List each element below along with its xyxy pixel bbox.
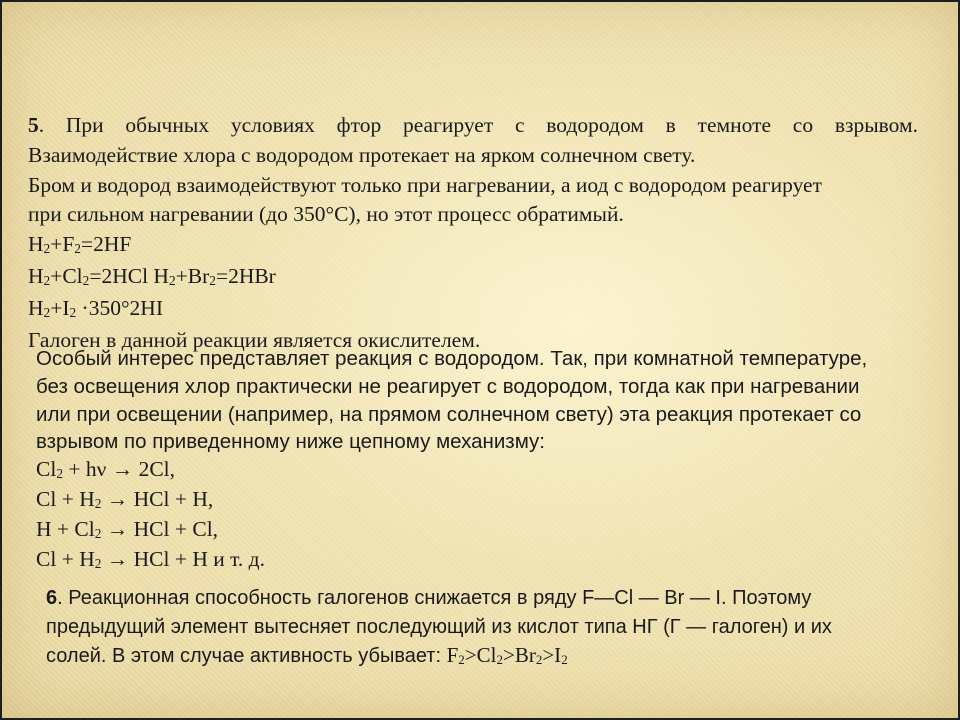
item-number: 5	[28, 113, 39, 137]
line-text: . При обычных условиях фтор реагирует с водородом в темноте со взрывом.	[38, 113, 918, 137]
paragraph-line: Особый интерес представляет реакция с водородом. Так, при комнатной температуре,	[36, 347, 868, 370]
text-block-chain-mechanism	[36, 345, 926, 575]
equation-h2-cl2-br2: H2+Cl2=2HCl H2+Br2=2HBr	[28, 263, 276, 288]
reaction-step-3: H + Cl2 → HCl + Cl,	[36, 516, 219, 541]
halogen-series: F2>Cl2>Br2>I2	[446, 643, 568, 667]
reaction-step-1: Cl2 + hν → 2Cl,	[36, 457, 176, 482]
paragraph-line: без освещения хлор практически не реагирует с водородом, тогда как при нагревании	[36, 374, 860, 398]
equation-h2-i2: H2+I2 ·350°2HI	[28, 295, 163, 320]
paragraph-line: Взаимодействие хлора с водородом протекает на ярком солнечном свету.	[28, 142, 696, 167]
paragraph-line: Бром и водород взаимодействуют только при нагревании, а иод с водородом реагирует	[28, 172, 822, 197]
paragraph-line: солей. В этом случае активность убывает: F2>Cl2>Br2>I2	[46, 643, 568, 667]
paragraph-line	[46, 584, 926, 613]
paragraph-line	[28, 111, 918, 141]
line-text: . Реакционная способность галогенов снижается в ряду F—Cl — Br — I. Поэтому	[57, 587, 812, 609]
paragraph-line: при сильном нагревании (до 350°С), но этот процесс обратимый.	[28, 202, 624, 227]
text-block-reactivity	[46, 584, 926, 673]
reaction-step-4: Cl + H2 → HCl + H и т. д.	[36, 546, 265, 571]
equation-h2-f2: H2+F2=2HF	[28, 232, 132, 257]
item-number: 6	[46, 587, 58, 609]
text-block-fluorine	[28, 111, 918, 355]
paragraph-line: взрывом по приведенному ниже цепному механизму:	[36, 430, 545, 454]
slide-background	[2, 2, 958, 718]
paragraph-line: Галоген в данной реакции является окислителем.	[28, 327, 481, 352]
paragraph-line: или при освещении (например, на прямом солнечном свету) эта реакция протекает со	[36, 402, 862, 426]
paragraph-line: предыдущий элемент вытесняет последующий из кислот типа НГ (Г — галоген) и их	[46, 615, 832, 638]
reaction-step-2: Cl + H2 → HCl + H,	[36, 486, 214, 511]
